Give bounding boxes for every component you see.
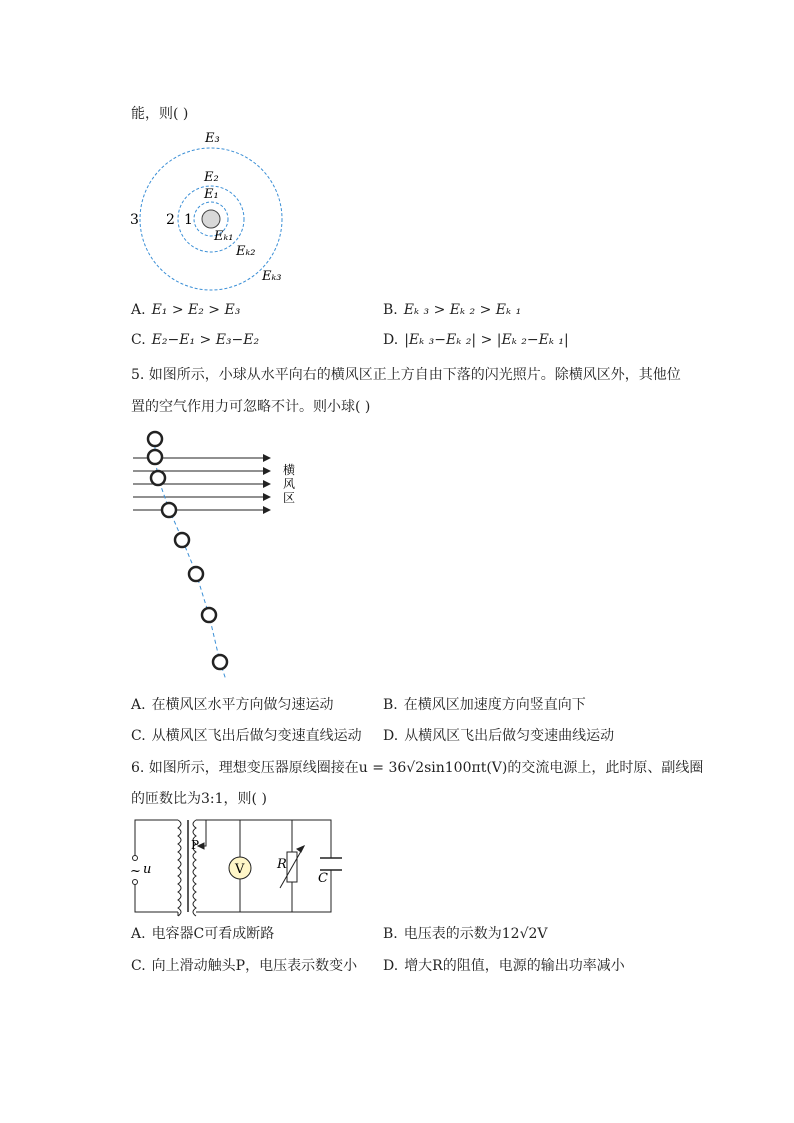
q4-option-a[interactable]: A. E₁ > E₂ > E₃ xyxy=(131,302,241,318)
label-E2: E₂ xyxy=(204,170,219,185)
q4-option-d[interactable]: D. |Eₖ ₃−Eₖ ₂| > |Eₖ ₂−Eₖ ₁| xyxy=(383,332,569,348)
zone-label-1: 横 xyxy=(283,463,296,477)
label-E1: E₁ xyxy=(204,187,219,202)
slider-label-p: P xyxy=(191,838,200,852)
label-Ek1: Eₖ₁ xyxy=(214,229,234,244)
source-label-u: u xyxy=(143,862,152,877)
q5-option-b[interactable]: B. 在横风区加速度方向竖直向下 xyxy=(383,697,586,713)
question-5-stem-line2: 置的空气作用力可忽略不计。则小球( ) xyxy=(131,399,371,415)
primary-wire xyxy=(135,820,178,860)
label-Ek2: Eₖ₂ xyxy=(236,244,256,259)
voltmeter-label: V xyxy=(235,862,245,877)
label-Ek3: Eₖ₃ xyxy=(262,269,282,284)
capacitor-label-c: C xyxy=(318,871,328,886)
q6-option-c[interactable]: C. 向上滑动触头P，电压表示数变小 xyxy=(131,958,358,974)
zone-label-2: 风 xyxy=(283,477,296,491)
question-4-stem-tail: 能，则( ) xyxy=(131,106,189,122)
ac-symbol: ~ xyxy=(130,864,141,879)
label-n1: 1 xyxy=(184,212,193,228)
q6-option-b[interactable]: B. 电压表的示数为12√2V xyxy=(383,926,548,942)
resistor-label-r: R xyxy=(277,857,287,872)
zone-label-3: 区 xyxy=(283,491,296,505)
q4-option-b[interactable]: B. Eₖ ₃ > Eₖ ₂ > Eₖ ₁ xyxy=(383,302,522,318)
secondary-coil xyxy=(193,820,196,916)
question-6-stem-line2: 的匝数比为3:1，则( ) xyxy=(131,791,267,807)
slider-p-wire xyxy=(198,820,206,846)
question-6-stem-line1: 6. 如图所示，理想变压器原线圈接在u = 36√2sin100πt(V)的交流电源上，此时原、副线圈 xyxy=(131,760,704,776)
primary-coil xyxy=(178,820,181,916)
q5-option-c[interactable]: C. 从横风区飞出后做匀变速直线运动 xyxy=(131,728,362,744)
label-n2: 2 xyxy=(166,212,175,228)
q4-option-c[interactable]: C. E₂−E₁ > E₃−E₂ xyxy=(131,332,260,348)
q5-option-d[interactable]: D. 从横风区飞出后做匀变速曲线运动 xyxy=(383,728,615,744)
q6-option-d[interactable]: D. 增大R的阻值，电源的输出功率减小 xyxy=(383,958,625,974)
question-5-stem-line1: 5. 如图所示，小球从水平向右的横风区正上方自由下落的闪光照片。除横风区外，其他位 xyxy=(131,367,681,383)
label-E3: E₃ xyxy=(205,131,220,146)
label-n3: 3 xyxy=(130,212,139,228)
q6-option-a[interactable]: A. 电容器C可看成断路 xyxy=(131,926,275,942)
q5-option-a[interactable]: A. 在横风区水平方向做匀速运动 xyxy=(131,697,334,713)
